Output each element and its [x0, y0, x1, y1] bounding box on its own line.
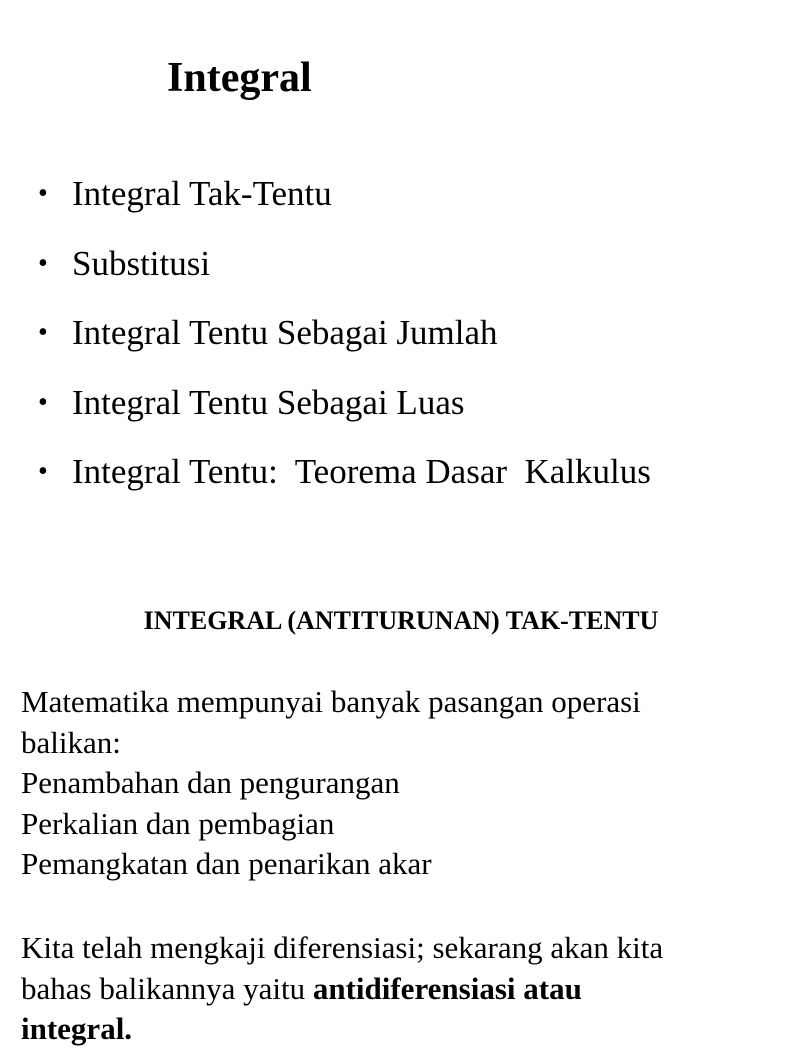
intro-paragraph [21, 682, 751, 885]
paragraph-line: Matematika mempunyai banyak pasangan operasi [21, 684, 641, 719]
topic-label: Integral Tentu: Teorema Dasar Kalkulus [72, 452, 651, 491]
bullet-icon: • [38, 456, 48, 487]
section-heading: INTEGRAL (ANTITURUNAN) TAK-TENTU [143, 606, 659, 635]
paragraph-line [21, 969, 751, 1010]
bullet-icon: • [38, 317, 48, 348]
topic-item [0, 309, 498, 379]
topic-item [0, 448, 651, 518]
emphasis-line: integral. [21, 1011, 133, 1046]
paragraph-line: Pemangkatan dan penarikan akar [21, 846, 432, 881]
topic-item [0, 170, 332, 240]
paragraph-line: Kita telah mengkaji diferensiasi; sekarang akan kita [21, 930, 664, 965]
topic-label: Integral Tentu Sebagai Luas [72, 382, 465, 422]
topic-label: Integral Tak-Tentu [72, 174, 332, 213]
paragraph-line: Perkalian dan pembagian [21, 805, 335, 841]
topic-label: Substitusi [72, 243, 211, 283]
topic-label: Integral Tentu Sebagai Jumlah [72, 313, 498, 352]
page-title: Integral [167, 55, 312, 101]
bullet-icon: • [38, 386, 48, 418]
paragraph-line: Penambahan dan pengurangan [21, 765, 400, 800]
emphasis-text: antidiferensiasi atau [312, 970, 582, 1006]
topic-item [0, 379, 465, 449]
bullet-icon: • [38, 178, 48, 209]
topic-item [0, 240, 211, 310]
paragraph-line: balikan: [21, 724, 121, 760]
plain-text: bahas balikannya yaitu [21, 970, 313, 1006]
antiderivative-paragraph [21, 928, 751, 1050]
topic-list [0, 170, 651, 518]
bullet-icon: • [38, 247, 48, 279]
